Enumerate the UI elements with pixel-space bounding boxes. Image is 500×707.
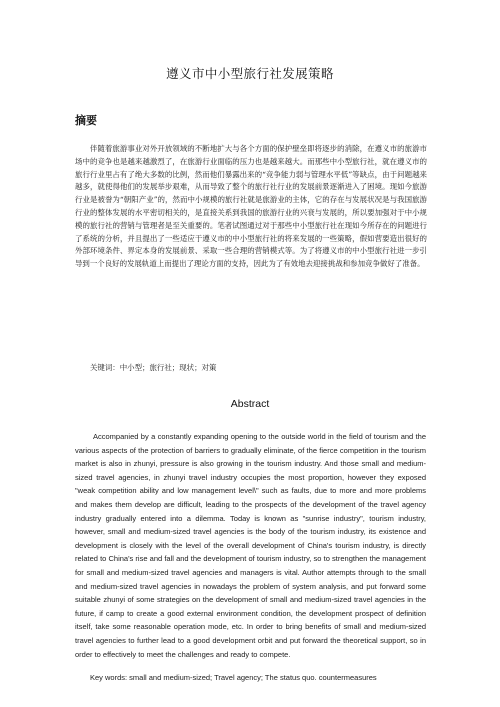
abstract-heading-en: Abstract	[230, 398, 270, 410]
keywords-en: Key words: small and medium-sized; Travel agency; The status quo. countermeasures	[90, 673, 377, 682]
abstract-body-en: Accompanied by a constantly expanding opening to the outside world in the field of tourism and the various aspects of the protection of barriers to gradually eliminate, of the fierce competition in the tourism market is also in zhunyi, pressure is also growing in the tourism industry. And those small and medium-sized travel agencies, in zhunyi travel industry occupies the most proportion, however they exposed "weak competition ability and low management level\" such as faults, due to more and more problems and makes them develop are difficult, leading to the prospects of the development of the travel agency industry gradually entered into a dilemma. Today is known as "sunrise industry", tourism industry, however, small and medium-sized travel agencies is the body of the tourism industry, its existence and development is closely with the level of the overall development of China's tourism industry, is directly related to China's rise and fall and the development of tourism industry, so to strengthen the management for small and medium-sized travel agencies and managers is vital. Author attempts through to the small and medium-sized travel agencies in nowadays the problem of system analysis, and put forward some suitable zhunyi of some strategies on the development of small and medium-sized travel agencies in the future, if camp to create a good external environment condition, the development prospect of definition itself, take some reasonable operation mode, etc. In order to bring benefits of small and medium-sized travel agencies to further lead to a good development orbit and put forward the theoretical support, so in order to effectively to meet the challenges and ready to compete.	[75, 432, 426, 659]
page-title: 遵义市中小型旅行社发展策略	[166, 66, 334, 81]
keywords-cn: 关键词：中小型；旅行社；现状；对策	[90, 363, 217, 372]
abstract-heading-cn: 摘要	[75, 114, 97, 127]
abstract-body-cn: 伴随着旅游事业对外开放领域的不断地扩大与各个方面的保护壁垒即将逐步的消除，在遵义市的旅游市场中的竞争也是越来越激烈了，在旅游行业面临的压力也是越来越大。而那些中小型旅行社，就在遵义市的旅行行业里占有了绝大多数的比例，然而他们暴露出来的“竞争能力弱与管理水平低”等缺点，由于问题越来越多，就使得他们的发展举步艰难，从而导致了整个的旅行社行业的发展前景逐渐进入了困境。现如今旅游行业是被誉为“朝阳产业”的，然而中小规模的旅行社就是旅游业的主体，它的存在与发展状况是与我国旅游行业的整体发展的水平密切相关的，是直接关系到我国的旅游行业的兴衰与发展的，所以要加强对于中小规模的旅行社的营销与管理者是至关重要的。笔者试图通过对于那些中小型旅行社在现如今所存在的问题进行了系统的分析，并且提出了一些适应于遵义市的中小型旅行社的将来发展的一些策略，假如营要造出很好的外部环境条件、界定本身的发展前景、采取一些合理的营销模式等。为了将遵义市的中小型旅行社进一步引导到一个良好的发展轨道上而提出了理论方面的支持，因此为了有效地去迎接挑战和参加竞争做好了准备。	[75, 144, 427, 269]
